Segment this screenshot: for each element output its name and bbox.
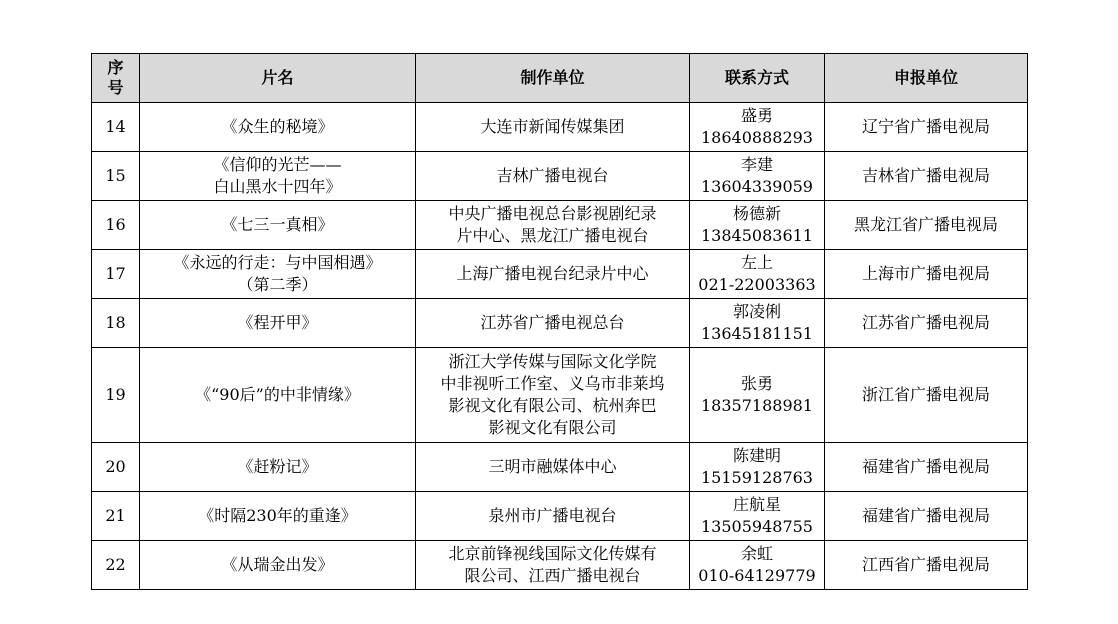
contact-name: 庄航星: [732, 495, 781, 514]
title-line: 《信仰的光芒——: [213, 155, 342, 174]
table-row: [92, 201, 1028, 250]
cell-no: 17: [92, 250, 140, 299]
contact-phone: 13845083611: [701, 226, 813, 245]
cell-submitter: 吉林省广播电视局: [825, 152, 1028, 201]
cell-submitter: 上海市广播电视局: [825, 250, 1028, 299]
cell-no: 19: [92, 348, 140, 443]
cell-title: [140, 103, 416, 152]
producer-line: 片中心、黑龙江广播电视台: [456, 226, 649, 245]
contact-phone: 010-64129779: [698, 566, 816, 585]
cell-title: [140, 299, 416, 348]
contact-name: 盛勇: [740, 106, 773, 125]
cell-title: [140, 348, 416, 443]
header-title: 片名: [140, 54, 416, 103]
contact-phone: 13505948755: [701, 517, 813, 536]
contact-name: 左上: [740, 253, 773, 272]
contact-name: 杨德新: [732, 204, 781, 223]
header-no: [92, 54, 140, 103]
producer-line: 中非视听工作室、义乌市非莱坞: [440, 374, 665, 393]
cell-submitter: 浙江省广播电视局: [825, 348, 1028, 443]
producer-line: 影视文化有限公司、杭州奔巴: [448, 396, 657, 415]
cell-producer: [416, 443, 690, 492]
table-row: [92, 250, 1028, 299]
cell-title: [140, 492, 416, 541]
header-contact: 联系方式: [690, 54, 825, 103]
title-line: 《“90后”的中非情缘》: [195, 385, 360, 404]
cell-title: [140, 201, 416, 250]
table-row: [92, 299, 1028, 348]
cell-no: 14: [92, 103, 140, 152]
cell-no: 22: [92, 541, 140, 590]
producer-line: 吉林广播电视台: [496, 166, 609, 185]
title-line: 《永远的行走：与中国相遇》: [173, 253, 382, 272]
table-row: [92, 541, 1028, 590]
cell-title: [140, 443, 416, 492]
cell-no: 21: [92, 492, 140, 541]
table-row: [92, 492, 1028, 541]
cell-contact: [690, 492, 825, 541]
table-row: [92, 103, 1028, 152]
producer-line: 北京前锋视线国际文化传媒有: [448, 544, 657, 563]
cell-contact: [690, 443, 825, 492]
cell-contact: [690, 152, 825, 201]
header-no-line-1: 序: [107, 58, 124, 77]
producer-line: 上海广播电视台纪录片中心: [456, 264, 649, 283]
cell-no: 15: [92, 152, 140, 201]
producer-line: 影视文化有限公司: [488, 418, 617, 437]
cell-producer: [416, 201, 690, 250]
table-row: [92, 348, 1028, 443]
producer-line: 三明市融媒体中心: [488, 457, 617, 476]
cell-submitter: 福建省广播电视局: [825, 492, 1028, 541]
contact-phone: 13604339059: [701, 177, 813, 196]
producer-line: 大连市新闻传媒集团: [480, 117, 625, 136]
cell-contact: [690, 250, 825, 299]
title-line: 《时隔230年的重逢》: [198, 506, 357, 525]
cell-title: [140, 250, 416, 299]
table-row: [92, 443, 1028, 492]
contact-phone: 18640888293: [701, 128, 813, 147]
title-line: 《七三一真相》: [221, 215, 334, 234]
contact-name: 李建: [740, 155, 773, 174]
cell-title: [140, 152, 416, 201]
cell-producer: [416, 541, 690, 590]
cell-submitter: 福建省广播电视局: [825, 443, 1028, 492]
contact-phone: 13645181151: [701, 324, 813, 343]
cell-contact: [690, 348, 825, 443]
header-row: [92, 54, 1028, 103]
contact-name: 余虹: [740, 544, 773, 563]
title-line: （第二季）: [237, 275, 318, 294]
header-submitter: 申报单位: [825, 54, 1028, 103]
cell-submitter: 黑龙江省广播电视局: [825, 201, 1028, 250]
title-line: 《赶粉记》: [237, 457, 318, 476]
cell-producer: [416, 250, 690, 299]
contact-name: 张勇: [740, 374, 773, 393]
producer-line: 浙江大学传媒与国际文化学院: [448, 352, 657, 371]
cell-contact: [690, 299, 825, 348]
cell-contact: [690, 541, 825, 590]
contact-phone: 15159128763: [701, 468, 813, 487]
contact-phone: 021-22003363: [698, 275, 816, 294]
producer-line: 中央广播电视总台影视剧纪录: [448, 204, 657, 223]
table-body: [92, 103, 1028, 590]
cell-producer: [416, 103, 690, 152]
title-line: 白山黑水十四年》: [213, 177, 342, 196]
cell-producer: [416, 348, 690, 443]
title-line: 《从瑞金出发》: [221, 555, 334, 574]
header-producer: 制作单位: [416, 54, 690, 103]
header-no-line-2: 号: [107, 78, 124, 97]
cell-title: [140, 541, 416, 590]
cell-producer: [416, 152, 690, 201]
cell-producer: [416, 492, 690, 541]
producer-line: 江苏省广播电视总台: [480, 313, 625, 332]
cell-submitter: 辽宁省广播电视局: [825, 103, 1028, 152]
producer-line: 限公司、江西广播电视台: [464, 566, 641, 585]
producer-line: 泉州市广播电视台: [488, 506, 617, 525]
title-line: 《众生的秘境》: [221, 117, 334, 136]
program-list-table: [91, 53, 1028, 590]
cell-no: 20: [92, 443, 140, 492]
cell-contact: [690, 201, 825, 250]
contact-name: 郭凌俐: [732, 302, 781, 321]
title-line: 《程开甲》: [237, 313, 318, 332]
cell-contact: [690, 103, 825, 152]
contact-name: 陈建明: [732, 446, 781, 465]
cell-no: 16: [92, 201, 140, 250]
contact-phone: 18357188981: [701, 396, 813, 415]
cell-submitter: 江苏省广播电视局: [825, 299, 1028, 348]
cell-producer: [416, 299, 690, 348]
cell-no: 18: [92, 299, 140, 348]
cell-submitter: 江西省广播电视局: [825, 541, 1028, 590]
table-row: [92, 152, 1028, 201]
